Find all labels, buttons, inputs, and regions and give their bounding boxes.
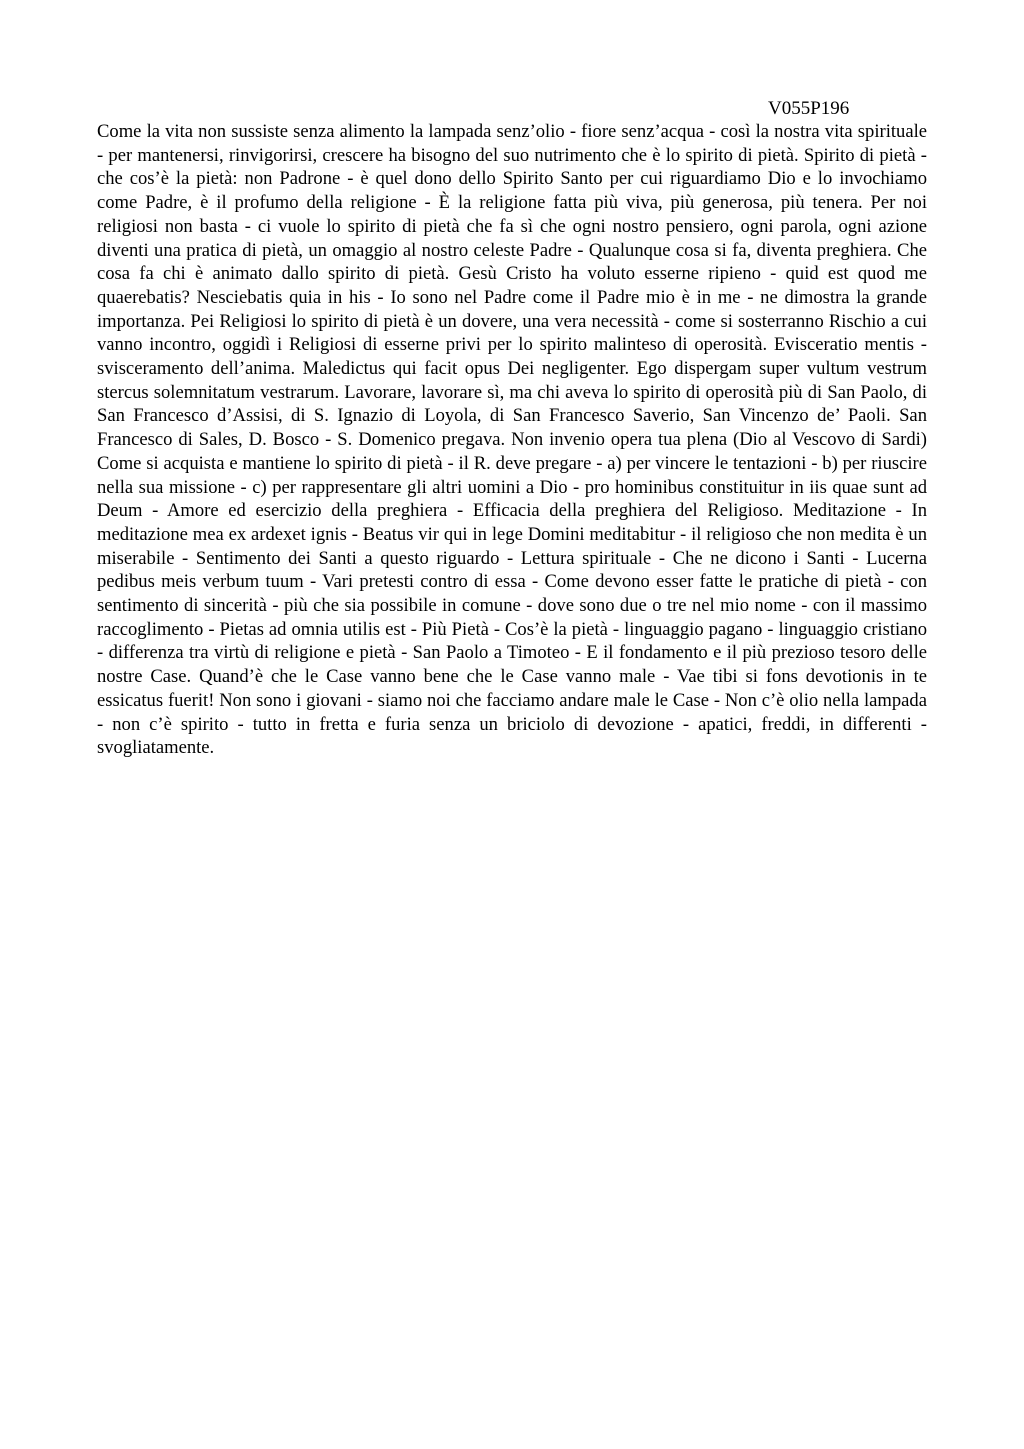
body-paragraph: Come la vita non sussiste senza alimento la lampada senz’olio - fiore senz’acqua - così la nostra vita spirituale - per mantenersi, rinvigorirsi, crescere ha bisogno del suo nutrimento che è lo spirito di pietà. Spirito di pietà - che cos’è la pietà: non Padrone - è quel dono dello Spirito Santo per cui riguardiamo Dio e lo invochiamo come Padre, è il profumo della religione - È la religione fatta più viva, più generosa, più tenera. Per noi religiosi non basta - ci vuole lo spirito di pietà che fa sì che ogni nostro pensiero, ogni parola, ogni azione diventi una pratica di pietà, un omaggio al nostro celeste Padre - Qualunque cosa si fa, diventa preghiera. Che cosa fa chi è animato dallo spirito di pietà. Gesù Cristo ha voluto esserne ripieno - quid est quod me quaerebatis? Nesciebatis quia in his - Io sono nel Padre come il Padre mio è in me - ne dimostra la grande importanza. Pei Religiosi lo spirito di pietà è un dovere, una vera necessità - come si sosterranno Rischio a cui vanno incontro, oggidì i Religiosi di esserne privi per lo spirito malinteso di operosità. Evisceratio mentis - svisceramento dell’anima. Maledictus qui facit opus Dei negligenter. Ego dispergam super vultum vestrum stercus solemnitatum vestrarum. Lavorare, lavorare sì, ma chi aveva lo spirito di operosità più di San Paolo, di San Francesco d’Assisi, di S. Ignazio di Loyola, di San Francesco Saverio, San Vincenzo de’ Paoli. San Francesco di Sales, D. Bosco - S. Domenico pregava. Non invenio opera tua plena (Dio al Vescovo di Sardi) Come si acquista e mantiene lo spirito di pietà - il R. deve pregare - a) per vincere le tentazioni - b) per riuscire nella sua missione - c) per rappresentare gli altri uomini a Dio - pro hominibus constituitur in iis quae sunt ad Deum - Amore ed esercizio della preghiera - Efficacia della preghiera del Religioso. Meditazione - In meditazione mea ex ardexet ignis - Beatus vir qui in lege Domini meditabitur - il religioso che non medita è un miserabile - Sentimento dei Santi a questo riguardo - Lettura spirituale - Che ne dicono i Santi - Lucerna pedibus meis verbum tuum - Vari pretesti contro di essa - Come devono esser fatte le pratiche di pietà - con sentimento di sincerità - più che sia possibile in comune - dove sono due o tre nel mio nome - con il massimo raccoglimento - Pietas ad omnia utilis est - Più Pietà - Cos’è la pietà - linguaggio pagano - linguaggio cristiano - differenza tra virtù di religione e pietà - San Paolo a Timoteo - E il fondamento e il più prezioso tesoro delle nostre Case. Quand’è che le Case vanno bene che le Case vanno male - Vae tibi si fons devotionis in te essicatus fuerit! Non sono i giovani - siamo noi che facciamo andare male le Case - Non c’è olio nella lampada - non c’è spirito - tutto in fretta e furia senza un briciolo di devozione - apatici, freddi, in differenti - svogliatamente. [97,121,927,759]
page-identifier: V055P196 [768,98,850,119]
